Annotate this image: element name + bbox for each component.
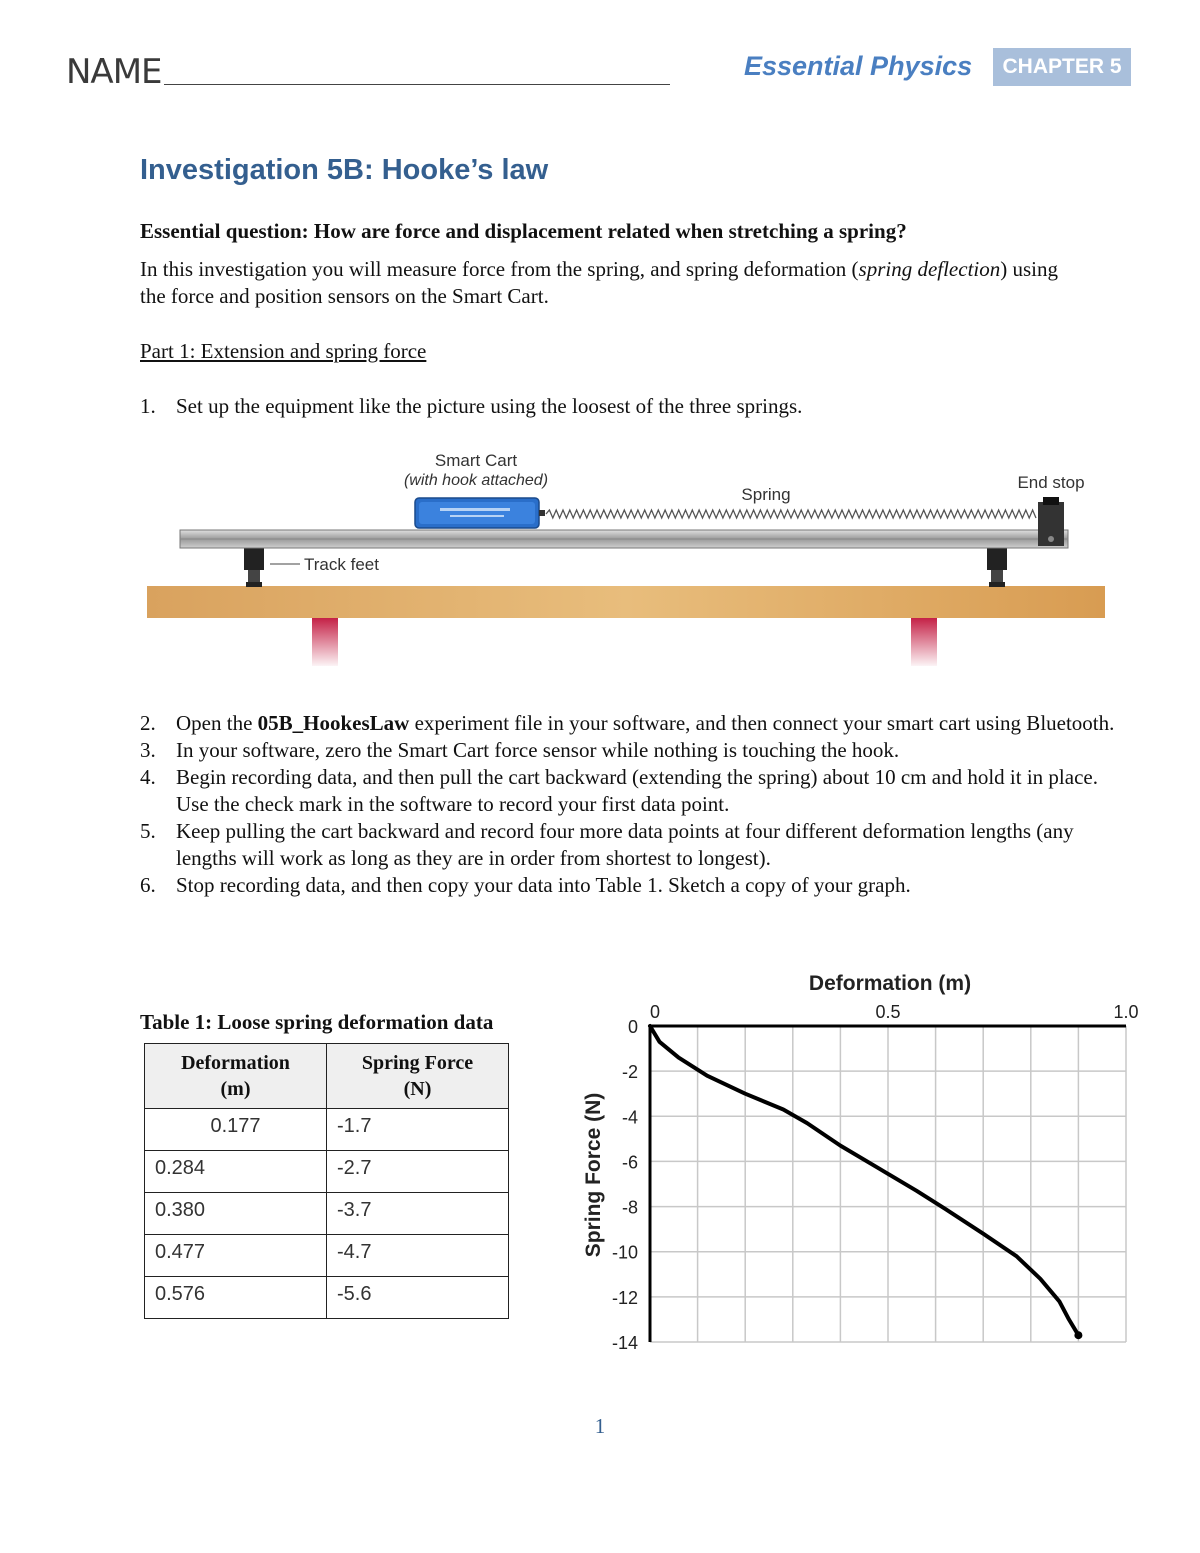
header-unit: (N): [403, 1078, 432, 1100]
intro-paragraph: [140, 256, 1070, 310]
y-tick-label: -8: [621, 1197, 638, 1218]
name-line: [164, 84, 670, 85]
graph-marks: [1074, 1331, 1082, 1339]
step-text: In your software, zero the Smart Cart force sensor while nothing is touching the hook.: [176, 738, 900, 762]
x-axis-label: Deformation (m): [808, 972, 972, 995]
y-tick-label: -10: [611, 1242, 638, 1263]
step-number: 5.: [140, 819, 156, 843]
step-number: 4.: [140, 765, 156, 789]
deformation-force-graph: [570, 960, 1160, 1360]
spring-label: Spring: [741, 485, 791, 504]
smart-cart-label: Smart Cart: [434, 451, 518, 470]
table-caption: Table 1: Loose spring deformation data: [140, 1010, 494, 1034]
series-end-point: [1074, 1331, 1082, 1339]
force-cell: -1.7: [327, 1109, 509, 1151]
deformation-cell: 0.380: [145, 1193, 327, 1235]
essential-question: Essential question: How are force and displacement related when stretching a spring?: [140, 219, 907, 243]
force-cell: -5.6: [327, 1277, 509, 1319]
data-table: [144, 1043, 509, 1319]
hook-attached-label: (with hook attached): [403, 472, 549, 489]
y-tick-label: -14: [611, 1333, 638, 1353]
table-row: [145, 1277, 509, 1319]
force-cell: -2.7: [327, 1151, 509, 1193]
intro-text-italic: spring deflection: [858, 257, 1001, 281]
step-number: 6.: [140, 873, 156, 897]
force-cell: -3.7: [327, 1193, 509, 1235]
step-text: Set up the equipment like the picture using the loosest of the three springs.: [176, 394, 803, 418]
table-row: [145, 1235, 509, 1277]
y-tick-label: -2: [621, 1062, 638, 1083]
step-text: experiment file in your software, and then connect your smart cart using Bluetooth.: [409, 711, 1115, 735]
header-line: Spring Force: [361, 1052, 474, 1074]
y-tick-label: -6: [621, 1152, 638, 1173]
x-tick-label: 0: [650, 1002, 661, 1022]
table-leg-left: [312, 616, 338, 666]
force-cell: -4.7: [327, 1235, 509, 1277]
step-item: [140, 872, 1120, 899]
table-header-row: [145, 1044, 509, 1109]
track-feet-label: Track feet: [304, 555, 379, 574]
page-number: 1: [594, 1414, 606, 1438]
part-heading: Part 1: Extension and spring force: [140, 339, 427, 363]
step-text: Begin recording data, and then pull the cart backward (extending the spring) about 10 cm and hold it in place. Use the check mark in the software to record your first data point.: [176, 765, 1098, 816]
experiment-file-name: 05B_HookesLaw: [257, 711, 410, 735]
step-list-2: [140, 710, 1120, 899]
step-number: 2.: [140, 711, 156, 735]
tabletop: [147, 586, 1105, 618]
track-foot-left: [244, 546, 264, 587]
y-tick-label: 0: [627, 1017, 638, 1037]
step-number: 1.: [140, 394, 156, 418]
table-leg-right: [911, 616, 937, 666]
chapter-label: CHAPTER 5: [1002, 55, 1122, 78]
spring: [546, 510, 1036, 518]
header-line: Deformation: [181, 1052, 290, 1074]
brand-title: Essential Physics: [744, 51, 973, 81]
y-axis-label: Spring Force (N): [582, 1092, 605, 1258]
smart-cart: [415, 498, 545, 528]
deformation-cell: 0.177: [145, 1109, 327, 1151]
deformation-cell: 0.284: [145, 1151, 327, 1193]
step-text: Keep pulling the cart backward and record four more data points at four different deformation lengths (any lengths will work as long as they are in order from shortest to longest).: [176, 819, 1074, 870]
step-item: [140, 393, 1120, 420]
step-item: [140, 764, 1120, 818]
end-stop-label: End stop: [1017, 473, 1085, 492]
step-text: Stop recording data, and then copy your data into Table 1. Sketch a copy of your graph.: [176, 873, 911, 897]
end-stop: [1038, 497, 1064, 546]
table-row: [145, 1151, 509, 1193]
name-label: NAME: [66, 52, 162, 92]
deformation-cell: 0.477: [145, 1235, 327, 1277]
y-tick-label: -12: [611, 1287, 638, 1308]
header-unit: (m): [220, 1078, 251, 1100]
step-item: [140, 710, 1120, 737]
chapter-badge: [993, 48, 1131, 86]
table-row: [145, 1109, 509, 1151]
header-spring-force: [327, 1044, 509, 1109]
step-number: 3.: [140, 738, 156, 762]
track-foot-right: [987, 546, 1007, 587]
x-tick-label: 0.5: [875, 1002, 901, 1022]
table-row: [145, 1193, 509, 1235]
step-text: Open the: [176, 711, 258, 735]
step-item: [140, 737, 1120, 764]
x-tick-label: 1.0: [1113, 1002, 1139, 1022]
step-item: [140, 818, 1120, 872]
series-line: [650, 1026, 1078, 1335]
intro-text-after: ) using the force and position sensors on the Smart Cart.: [140, 257, 1058, 308]
page-title: Investigation 5B: Hooke’s law: [140, 154, 549, 186]
deformation-cell: 0.576: [145, 1277, 327, 1319]
y-tick-label: -4: [621, 1107, 638, 1128]
step-list-1: [140, 393, 1120, 420]
intro-text-before: In this investigation you will measure force from the spring, and spring deformation (: [140, 257, 859, 281]
header-deformation: [145, 1044, 327, 1109]
apparatus-diagram: [140, 440, 1120, 670]
